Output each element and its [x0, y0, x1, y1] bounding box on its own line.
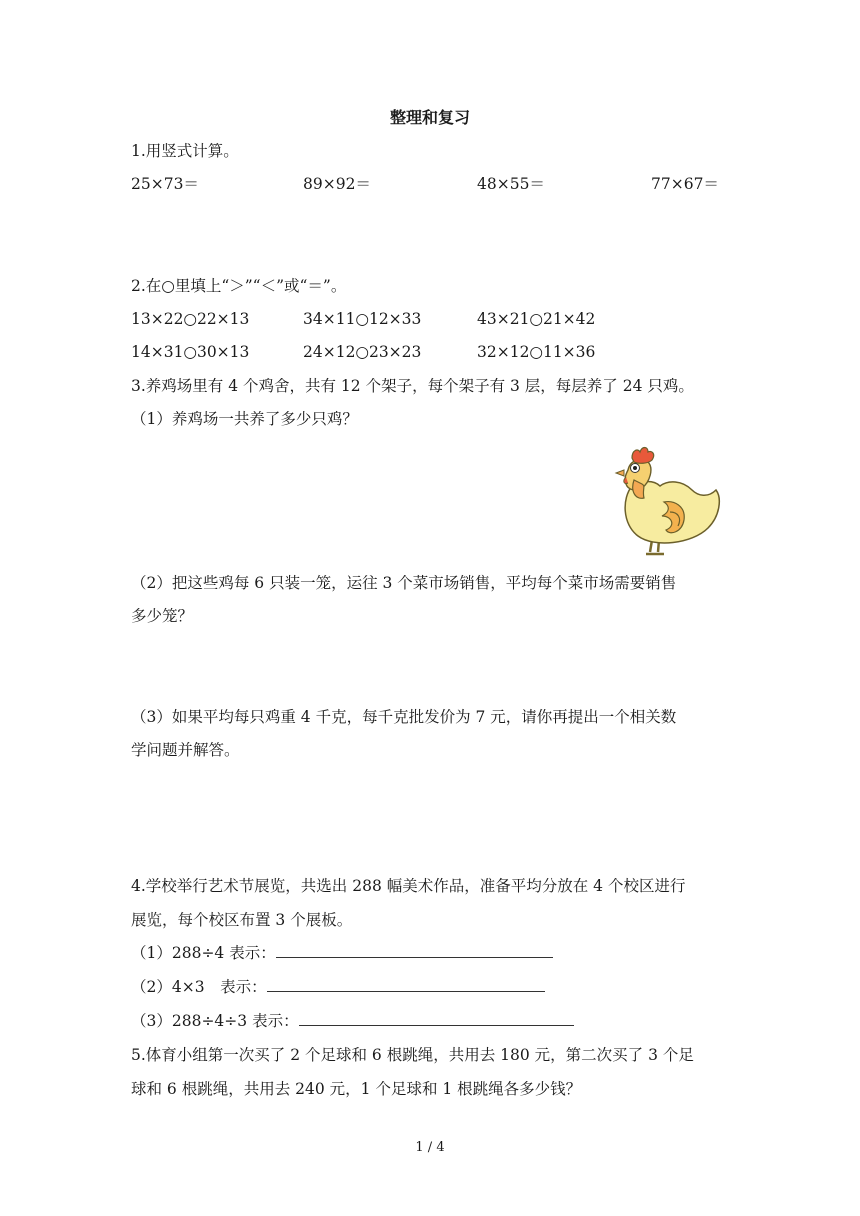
q4-sub2 [131, 977, 545, 997]
q1-item: 77×67＝ [651, 175, 719, 193]
q4-stem: 4.学校举行艺术节展览，共选出 288 幅美术作品，准备平均分放在 4 个校区进行 [131, 877, 686, 895]
q4-sub3-answer-blank[interactable] [299, 1011, 574, 1026]
q1-item: 48×55＝ [477, 175, 545, 193]
q5-stem: 5.体育小组第一次买了 2 个足球和 6 根跳绳，共用去 180 元，第二次买了 3 个足 [131, 1046, 694, 1064]
q2-item: 14×31○30×13 [131, 343, 250, 361]
q4-stem-cont: 展览，每个校区布置 3 个展板。 [131, 911, 353, 929]
q5-stem-cont: 球和 6 根跳绳，共用去 240 元，1 个足球和 1 根跳绳各多少钱？ [131, 1080, 582, 1098]
q3-sub1: （1）养鸡场一共养了多少只鸡？ [131, 410, 358, 428]
q2-item: 32×12○11×36 [477, 343, 596, 361]
q2-item: 43×21○21×42 [477, 310, 596, 328]
q3-sub3-cont: 学问题并解答。 [131, 741, 240, 759]
page-title: 整理和复习 [389, 108, 470, 127]
q3-sub3: （3）如果平均每只鸡重 4 千克，每千克批发价为 7 元，请你再提出一个相关数 [131, 708, 677, 726]
q4-sub3 [131, 1011, 574, 1031]
q3-sub2-cont: 多少笼？ [131, 607, 194, 625]
q2-item: 34×11○12×33 [303, 310, 422, 328]
q4-sub3-label: （3）288÷4÷3 表示： [131, 1012, 299, 1030]
q4-sub1-answer-blank[interactable] [276, 943, 553, 958]
q2-item: 13×22○22×13 [131, 310, 250, 328]
q2-item: 24×12○23×23 [303, 343, 422, 361]
q1-item: 25×73＝ [131, 175, 199, 193]
q1-stem: 1.用竖式计算。 [131, 142, 239, 160]
q3-stem: 3.养鸡场里有 4 个鸡舍，共有 12 个架子，每个架子有 3 层，每层养了 24 只鸡。 [131, 377, 694, 395]
q4-sub2-answer-blank[interactable] [267, 977, 545, 992]
q3-sub2: （2）把这些鸡每 6 只装一笼，运往 3 个菜市场销售，平均每个菜市场需要销售 [131, 574, 677, 592]
q4-sub2-label: （2）4×3 表示： [131, 978, 267, 996]
q4-sub1-label: （1）288÷4 表示： [131, 944, 276, 962]
page-number: 1 / 4 [415, 1140, 445, 1155]
hen-illustration [612, 440, 724, 558]
q4-sub1 [131, 943, 553, 963]
q2-stem: 2.在○里填上“＞”“＜”或“＝”。 [131, 277, 347, 295]
q1-item: 89×92＝ [303, 175, 371, 193]
